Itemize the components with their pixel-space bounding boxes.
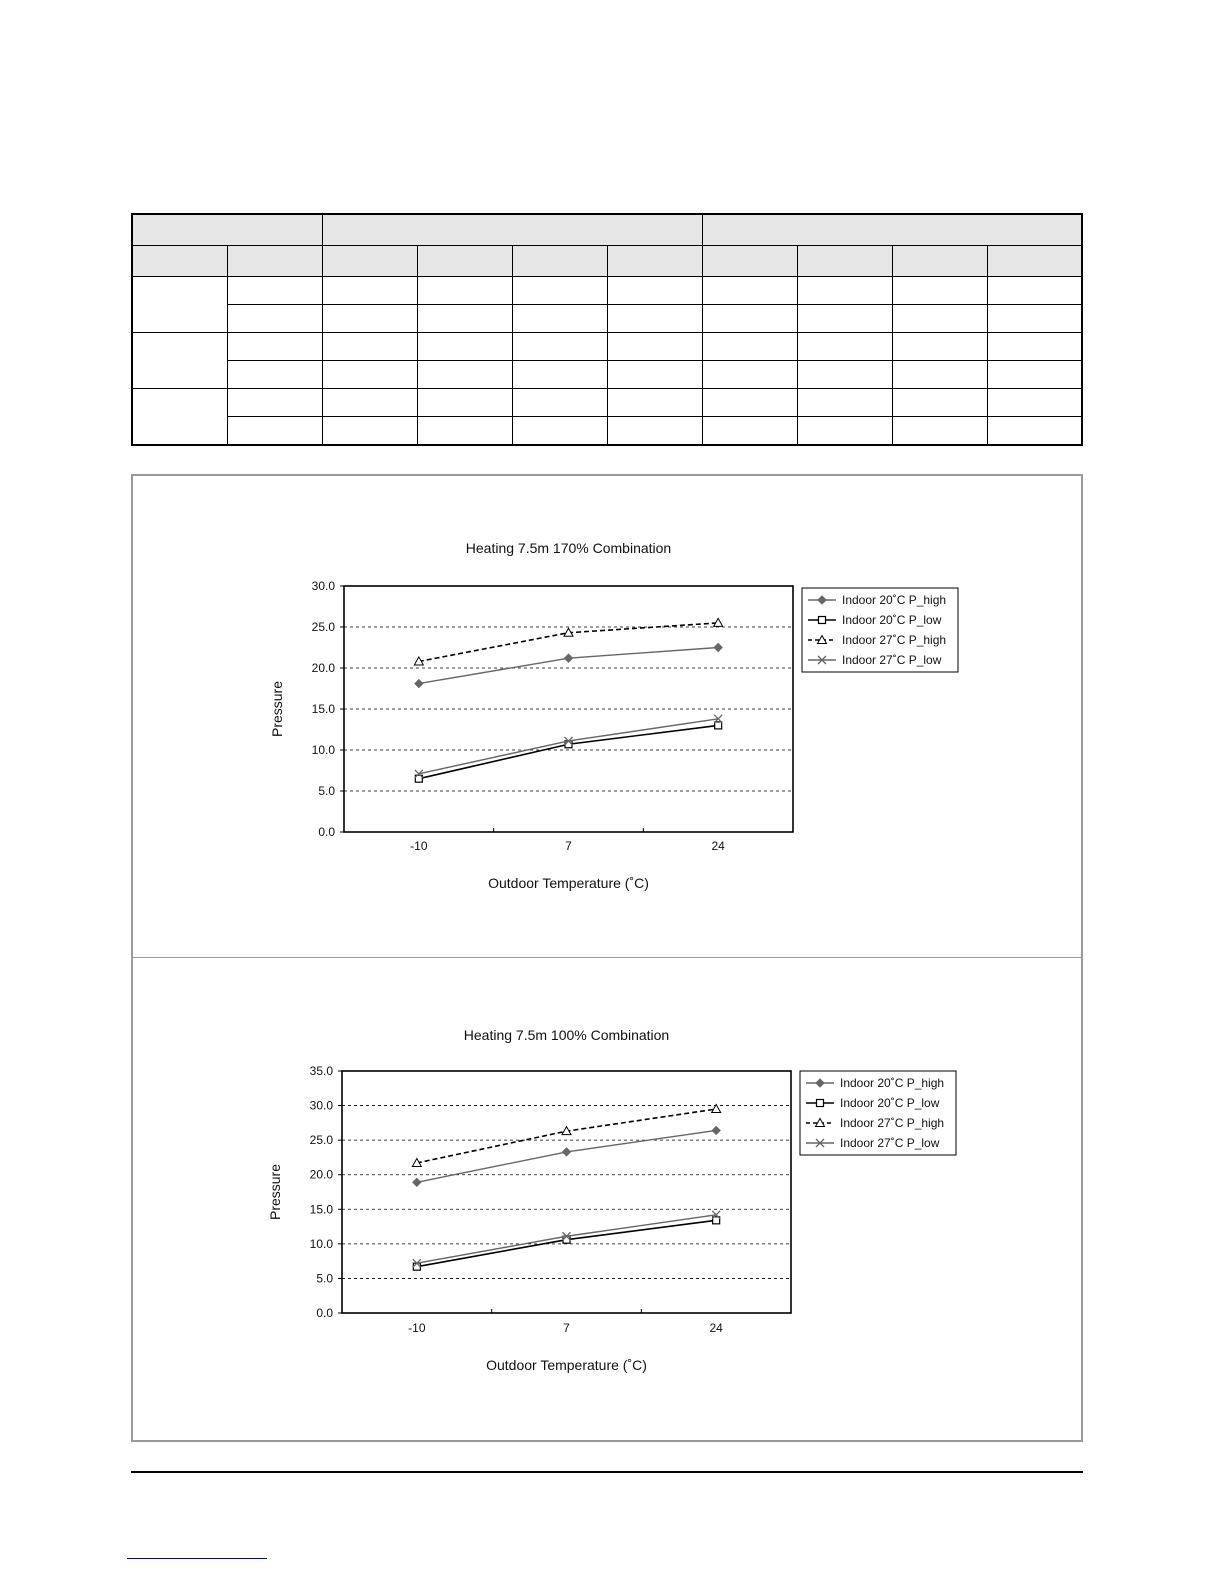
plot-area	[342, 1071, 791, 1313]
table-cell	[702, 417, 797, 446]
data-point	[413, 1263, 420, 1270]
table-header-cell	[322, 214, 702, 246]
table-header-cell	[797, 246, 892, 277]
table-header-cell	[512, 246, 607, 277]
table-cell	[512, 305, 607, 333]
table-cell	[797, 277, 892, 305]
y-tick-label: 30.0	[311, 579, 335, 593]
chart-legend	[802, 588, 958, 672]
legend-label: Indoor 27˚C P_high	[842, 633, 947, 647]
table-cell	[607, 277, 702, 305]
footer-rule	[131, 1471, 1083, 1473]
heating-100-chart	[133, 959, 1081, 1439]
x-tick-label: 24	[711, 839, 725, 853]
y-tick-label: 25.0	[309, 1133, 333, 1148]
y-tick-label: 35.0	[309, 1064, 333, 1078]
table-cell	[702, 389, 797, 417]
table-cell	[607, 389, 702, 417]
legend-marker	[819, 617, 826, 624]
table-header-cell	[892, 246, 987, 277]
x-axis-label: Outdoor Temperature (˚C)	[488, 875, 649, 891]
y-tick-label: 15.0	[311, 702, 335, 716]
table-cell	[227, 361, 322, 389]
legend-label: Indoor 27˚C P_high	[840, 1116, 945, 1130]
table-cell	[797, 389, 892, 417]
x-tick-label: 24	[709, 1321, 723, 1335]
table-cell	[227, 417, 322, 446]
table-cell	[892, 277, 987, 305]
table-cell	[512, 389, 607, 417]
table-cell	[512, 277, 607, 305]
table-cell	[987, 305, 1082, 333]
charts-divider	[133, 957, 1081, 958]
y-axis-label: Pressure	[267, 1163, 283, 1221]
table-cell	[417, 333, 512, 361]
table-group-cell	[132, 389, 227, 446]
table-cell	[797, 361, 892, 389]
heating-170-chart	[133, 476, 1081, 956]
data-point	[715, 722, 722, 729]
table-cell	[892, 305, 987, 333]
x-tick-label: 7	[565, 839, 572, 853]
table-group-cell	[132, 277, 227, 333]
x-tick-label: 7	[563, 1321, 570, 1335]
table-header-cell	[702, 246, 797, 277]
table-cell	[512, 361, 607, 389]
table-header-cell	[322, 246, 417, 277]
table-cell	[227, 277, 322, 305]
table-cell	[987, 417, 1082, 446]
table-cell	[227, 389, 322, 417]
table-header-cell	[132, 214, 322, 246]
table-cell	[892, 361, 987, 389]
table-row	[132, 389, 1082, 417]
legend-label: Indoor 20˚C P_high	[840, 1076, 945, 1090]
y-tick-label: 20.0	[311, 661, 335, 675]
table-group-cell	[132, 333, 227, 389]
table-cell	[987, 333, 1082, 361]
table-cell	[322, 305, 417, 333]
y-tick-label: 0.0	[316, 1306, 333, 1320]
table-cell	[322, 277, 417, 305]
table-row	[132, 277, 1082, 305]
y-tick-label: 10.0	[311, 743, 335, 757]
table-cell	[987, 361, 1082, 389]
table-cell	[892, 389, 987, 417]
x-tick-label: -10	[410, 839, 428, 853]
y-tick-label: 20.0	[309, 1167, 333, 1182]
x-tick-label: -10	[408, 1321, 426, 1335]
legend-label: Indoor 20˚C P_low	[840, 1096, 940, 1110]
table-header-cell	[987, 246, 1082, 277]
legend-marker	[817, 1100, 824, 1107]
table-cell	[702, 277, 797, 305]
table-header-cell	[607, 246, 702, 277]
table-cell	[702, 361, 797, 389]
y-tick-label: 10.0	[309, 1236, 333, 1251]
table-row	[132, 333, 1082, 361]
table-header-cell	[702, 214, 1082, 246]
table-header-cell	[417, 246, 512, 277]
table-cell	[607, 417, 702, 446]
table-header-row	[132, 214, 1082, 246]
table-cell	[417, 361, 512, 389]
table-cell	[417, 305, 512, 333]
y-tick-label: 15.0	[309, 1202, 333, 1217]
legend-label: Indoor 27˚C P_low	[840, 1136, 940, 1150]
table-cell	[702, 305, 797, 333]
table-header-cell	[132, 246, 227, 277]
footer-link-underline	[127, 1558, 267, 1559]
table-cell	[987, 277, 1082, 305]
table-cell	[322, 361, 417, 389]
table-row	[132, 417, 1082, 446]
table-cell	[607, 361, 702, 389]
table-cell	[607, 333, 702, 361]
table-cell	[417, 389, 512, 417]
charts-frame	[131, 474, 1083, 1442]
table-header-cell	[227, 246, 322, 277]
chart-legend	[800, 1071, 956, 1155]
table-cell	[322, 417, 417, 446]
chart-title: Heating 7.5m 100% Combination	[463, 1027, 670, 1043]
table-cell	[417, 277, 512, 305]
y-tick-label: 30.0	[309, 1098, 333, 1113]
table-cell	[607, 305, 702, 333]
table-cell	[892, 333, 987, 361]
table-row	[132, 305, 1082, 333]
legend-label: Indoor 20˚C P_low	[842, 613, 942, 627]
pressure-data-table	[131, 213, 1083, 446]
table-row	[132, 361, 1082, 389]
chart-title: Heating 7.5m 170% Combination	[465, 540, 672, 556]
table-cell	[322, 389, 417, 417]
y-tick-label: 5.0	[316, 1271, 333, 1286]
table-cell	[227, 305, 322, 333]
legend-label: Indoor 20˚C P_high	[842, 593, 947, 607]
x-axis-label: Outdoor Temperature (˚C)	[486, 1357, 647, 1373]
y-tick-label: 25.0	[311, 620, 335, 634]
table-cell	[227, 333, 322, 361]
table-cell	[892, 417, 987, 446]
table-subheader-row	[132, 246, 1082, 277]
legend-label: Indoor 27˚C P_low	[842, 653, 942, 667]
table-cell	[987, 389, 1082, 417]
table-cell	[797, 305, 892, 333]
table-cell	[797, 333, 892, 361]
table-cell	[417, 417, 512, 446]
table-cell	[797, 417, 892, 446]
y-tick-label: 5.0	[318, 784, 335, 798]
y-axis-label: Pressure	[269, 680, 285, 738]
table-cell	[322, 333, 417, 361]
table-cell	[512, 333, 607, 361]
y-tick-label: 0.0	[318, 825, 335, 839]
table-cell	[702, 333, 797, 361]
table-cell	[512, 417, 607, 446]
